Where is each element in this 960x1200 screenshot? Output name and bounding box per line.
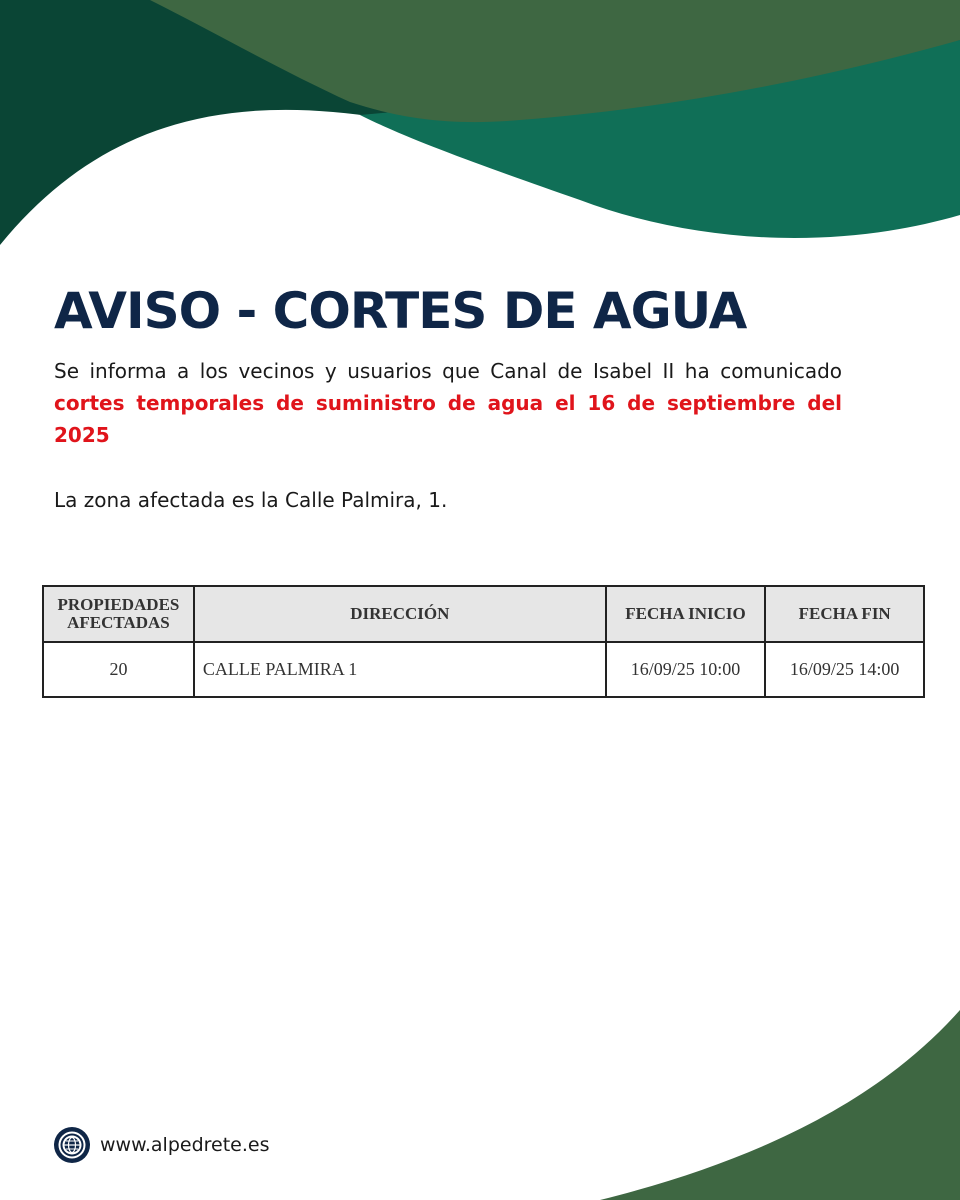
cell-properties: 20 (43, 642, 194, 697)
cell-start-date: 16/09/25 10:00 (606, 642, 766, 697)
header-properties-line2: AFECTADAS (67, 613, 170, 632)
footer (54, 1126, 270, 1164)
intro-highlight: cortes temporales de suministro de agua el 16 de septiembre del 2025 (54, 391, 842, 447)
header-address: DIRECCIÓN (194, 586, 606, 642)
water-cuts-table (42, 585, 925, 698)
globe-icon (54, 1127, 90, 1163)
intro-paragraph (54, 355, 842, 451)
table-header-row (43, 586, 924, 642)
page-title: AVISO - CORTES DE AGUA (54, 282, 747, 340)
bottom-right-olive-wave (600, 1010, 960, 1200)
header-start-date: FECHA INICIO (606, 586, 766, 642)
website-link[interactable]: www.alpedrete.es (100, 1134, 270, 1156)
cell-address: CALLE PALMIRA 1 (194, 642, 606, 697)
cell-end-date: 16/09/25 14:00 (765, 642, 924, 697)
affected-zone-text: La zona afectada es la Calle Palmira, 1. (54, 488, 448, 512)
header-end-date: FECHA FIN (765, 586, 924, 642)
header-properties-line1: PROPIEDADES (57, 595, 180, 614)
header-properties (43, 586, 194, 642)
table-row (43, 642, 924, 697)
intro-text: Se informa a los vecinos y usuarios que Canal de Isabel II ha comunicado (54, 359, 842, 383)
